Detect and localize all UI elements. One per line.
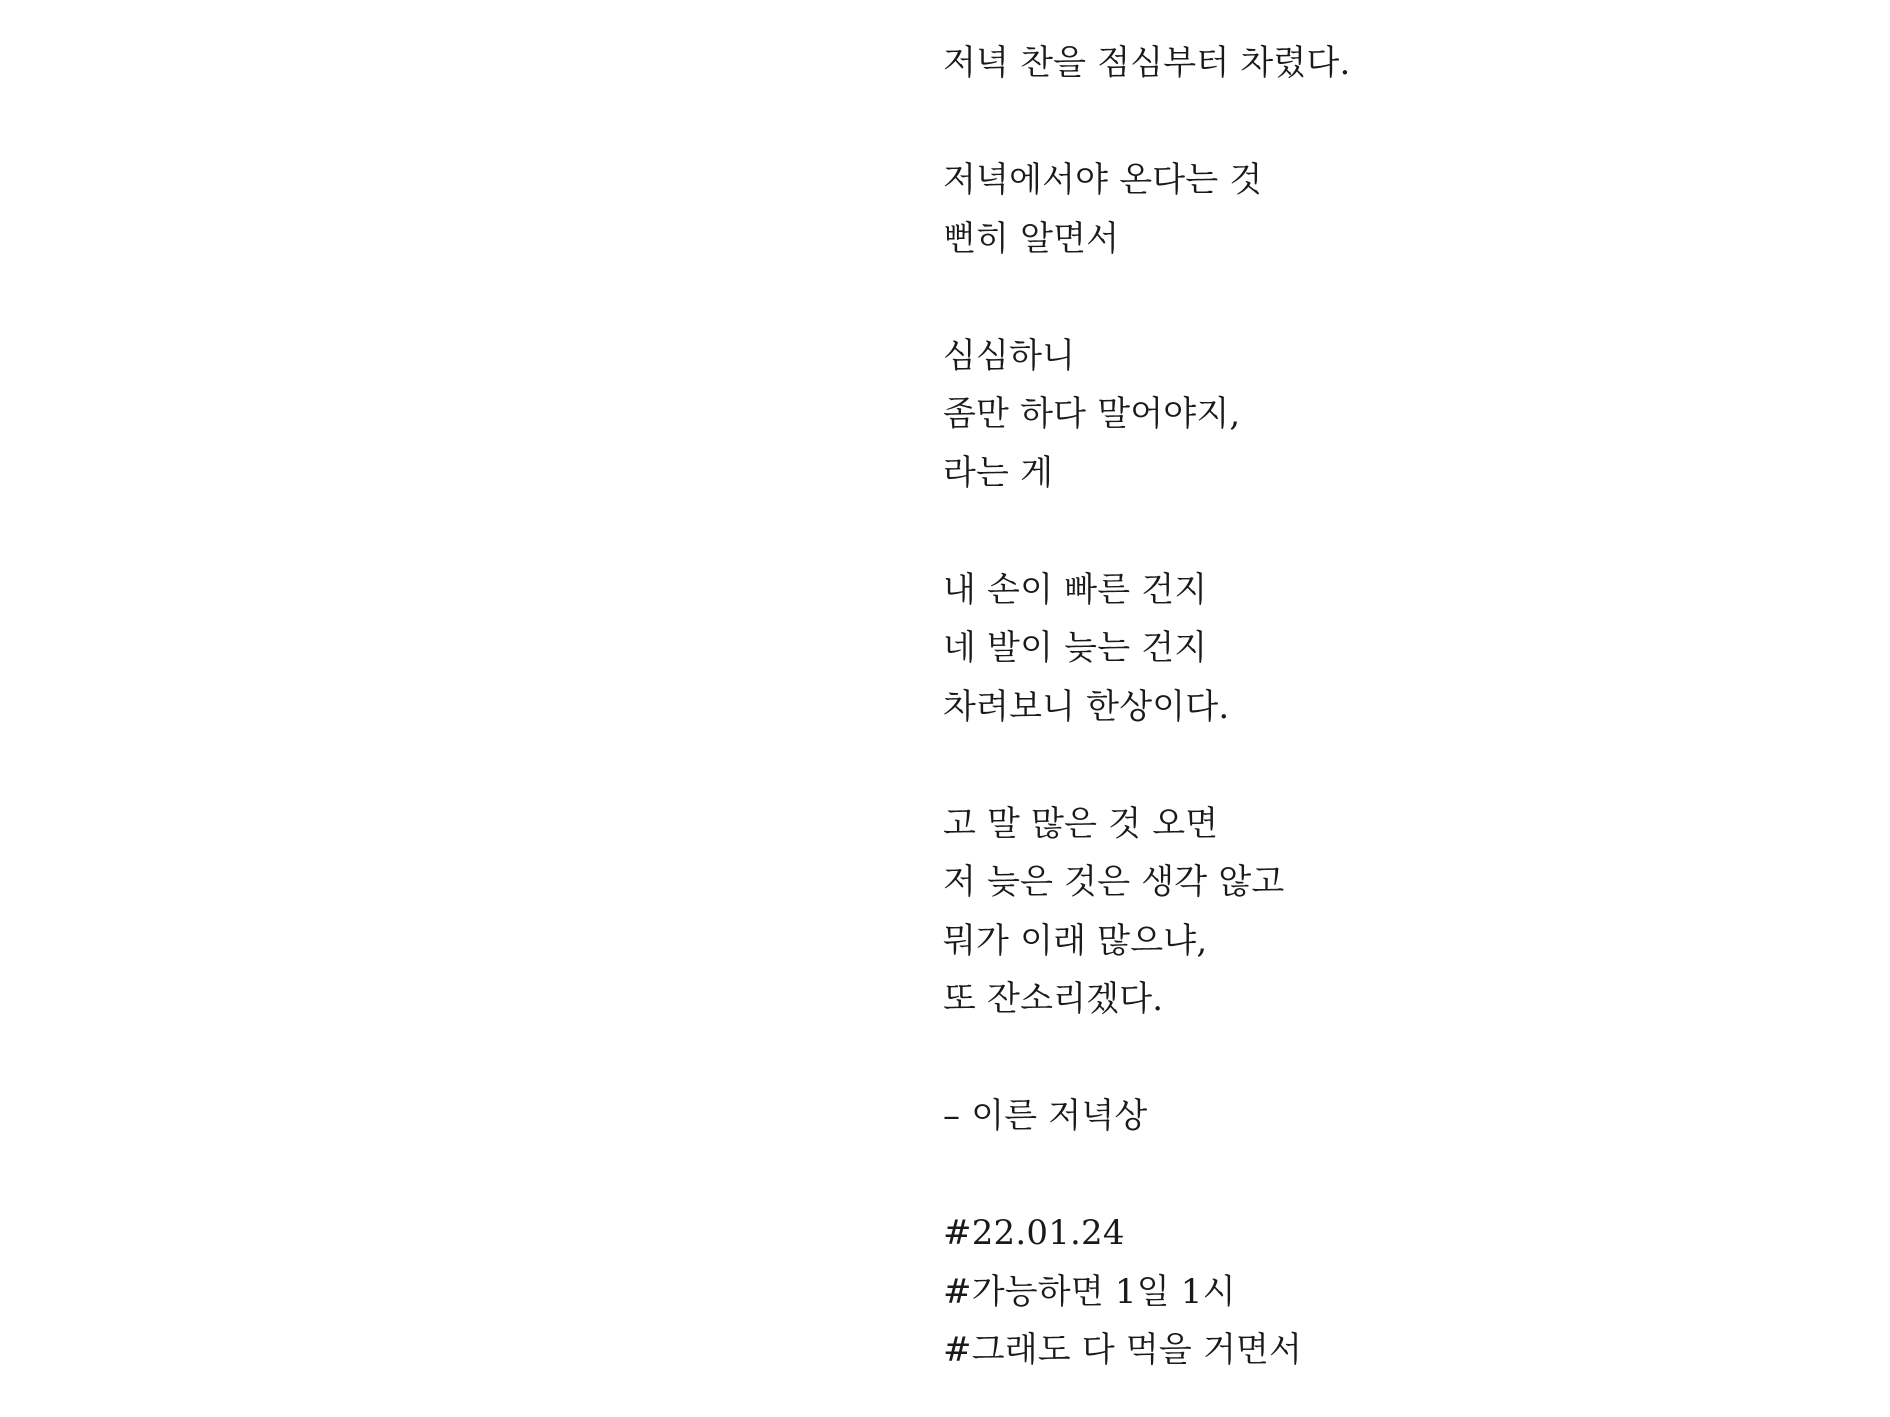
blank-line [943,1029,1351,1088]
hashtag-line: #22.01.24 [943,1213,1125,1253]
blank-line [943,1146,1351,1205]
poem-line: 고 말 많은 것 오면 [943,803,1219,844]
poem-line: 저녁 찬을 점심부터 차렸다. [943,43,1351,83]
poem-line: 또 잔소리겠다. [943,979,1164,1019]
blank-line [943,502,1351,561]
poem-line: 차려보니 한상이다. [943,686,1230,727]
hashtag-line: #가능하면 1일 1시 [943,1271,1236,1312]
poem-line: 저녁에서야 온다는 것 [943,160,1263,200]
attribution-line: – 이른 저녁상 [943,1096,1148,1136]
blank-line [943,268,1351,327]
poem-line: 내 손이 빠른 건지 [943,569,1208,610]
poem-line: 라는 게 [943,452,1054,493]
poem-line: 심심하니 [943,335,1076,376]
poem-line: 네 발이 늦는 건지 [943,628,1208,668]
blank-line [943,93,1351,152]
poem-line: 뻔히 알면서 [943,218,1120,259]
poem-line: 저 늦은 것은 생각 않고 [943,862,1285,902]
hashtag-line: #그래도 다 먹을 거면서 [943,1330,1303,1370]
poem-line: 뭐가 이래 많으냐, [943,920,1208,961]
poem-text [943,34,1351,1380]
poem-line: 좀만 하다 말어야지, [943,394,1241,434]
blank-line [943,736,1351,795]
